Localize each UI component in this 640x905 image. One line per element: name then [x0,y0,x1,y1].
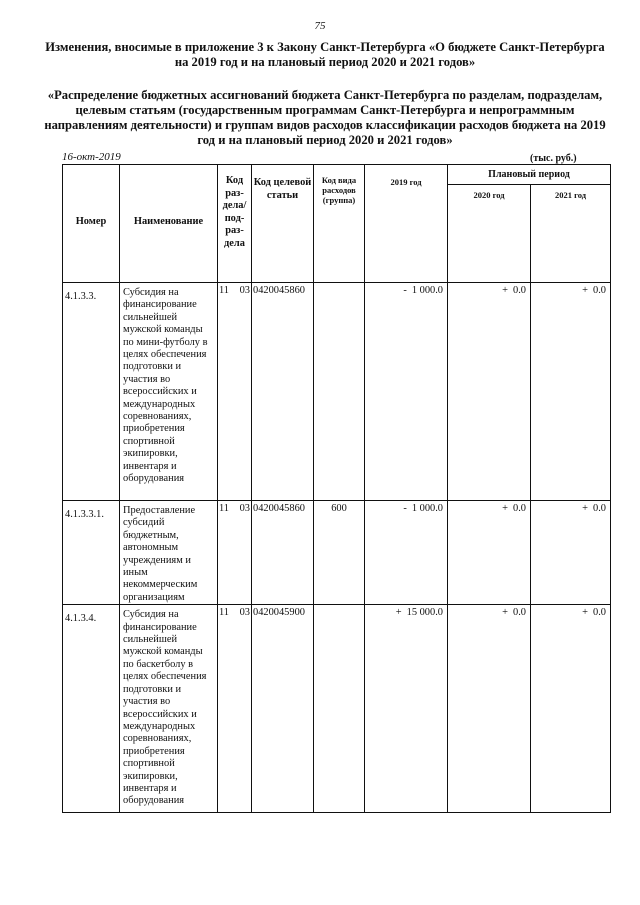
row-2019 [365,283,448,501]
value: 0.0 [593,607,607,619]
row-2021 [531,501,611,605]
row-section-code: 11 [219,285,230,296]
row-2021 [531,605,611,813]
row-group [314,605,365,813]
row-number: 4.1.3.3. [63,283,120,501]
row-article: 0420045900 [252,605,314,813]
row-2019 [365,605,448,813]
header-article: Код целевой статьи [252,165,314,283]
row-section [218,283,252,501]
sign: + [502,607,508,619]
row-group: 600 [314,501,365,605]
value: 1 000.0 [411,285,443,296]
row-name: Субсидия на финансирование сильнейшей мужской команды по баскетболу в целях обеспечения подготовки и участия во всероссийских и международных соревнованиях, приобретения спортивной экипировки, инвентаря и оборудования [120,605,218,813]
sign: - [403,285,407,296]
row-group [314,283,365,501]
header-group: Код вида расходов (группа) [314,165,365,283]
table-row [63,283,611,501]
value: 15 000.0 [406,607,443,619]
sign: + [502,285,508,296]
sign: - [403,503,407,514]
row-subsection-code: 03 [239,607,250,619]
row-section-code: 11 [219,607,230,619]
value: 0.0 [593,285,607,296]
row-article: 0420045860 [252,283,314,501]
row-name: Субсидия на финансирование сильнейшей мужской команды по мини-футболу в целях обеспечения подготовки и участия во всероссийских и международных соревнованиях, приобретения спортивной экипировки, инвентаря и оборудования [120,283,218,501]
row-section-code: 11 [219,503,230,514]
header-name: Наименование [120,165,218,283]
header-2021: 2021 год [531,185,611,283]
sign: + [582,285,589,296]
table-row [63,501,611,605]
row-section [218,605,252,813]
row-number: 4.1.3.3.1. [63,501,120,605]
row-2020 [448,605,531,813]
units-label: (тыс. руб.) [530,153,577,164]
sign: + [502,503,508,514]
header-section: Код раз-дела/ под-раз-дела [218,165,252,283]
page-number: 75 [314,20,326,32]
value: 0.0 [593,503,607,514]
sign: + [395,607,402,619]
document-title: Изменения, вносимые в приложение 3 к Закону Санкт-Петербурга «О бюджете Санкт-Петербурга на 2019 год и на плановый период 2020 и 2021 годов» [45,40,605,69]
row-subsection-code: 03 [239,503,250,514]
appendix-title: «Распределение бюджетных ассигнований бюджета Санкт-Петербурга по разделам, подразделам, целевым статьям (государственным программам Санкт-Петербурга и непрограммным направлениям деятельности) и группам видов расходов классификации расходов бюджета на 2019 год и на плановый период 2020 и 2021 годов» [44,88,606,147]
row-2019 [365,501,448,605]
value: 0.0 [513,285,526,296]
document-date: 16-окт-2019 [62,151,121,163]
row-2020 [448,283,531,501]
sign: + [582,607,589,619]
row-number: 4.1.3.4. [63,605,120,813]
table-row [63,605,611,813]
header-2019: 2019 год [365,165,448,283]
row-section [218,501,252,605]
row-2021 [531,283,611,501]
budget-table [62,164,611,813]
header-plan-period: Плановый период [448,165,611,185]
table-header-row [63,165,611,185]
value: 0.0 [513,503,526,514]
value: 1 000.0 [411,503,443,514]
row-article: 0420045860 [252,501,314,605]
row-2020 [448,501,531,605]
sign: + [582,503,589,514]
row-subsection-code: 03 [239,285,250,296]
row-name: Предоставление субсидий бюджетным, автономным учреждениям и иным некоммерческим организациям [120,501,218,605]
header-number: Номер [63,165,120,283]
header-2020: 2020 год [448,185,531,283]
value: 0.0 [513,607,526,619]
